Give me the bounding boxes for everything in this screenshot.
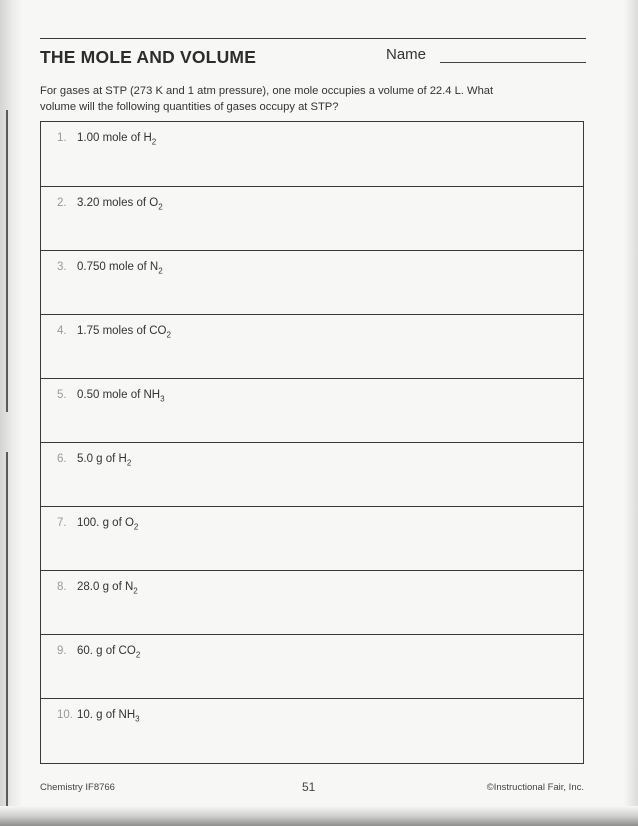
question-quantity: 0.50 mole of NH — [77, 389, 161, 401]
formula-subscript: 2 — [166, 330, 171, 340]
question-number: 5. — [57, 389, 67, 401]
question-text — [57, 132, 156, 146]
question-row[interactable] — [41, 250, 583, 314]
question-number: 4. — [57, 325, 67, 337]
question-text — [57, 453, 131, 467]
question-row[interactable] — [41, 698, 583, 763]
question-quantity: 60. g of CO — [77, 645, 136, 657]
question-number: 2. — [57, 197, 67, 209]
formula-subscript: 2 — [133, 586, 138, 596]
question-row[interactable] — [41, 506, 583, 570]
question-text — [57, 261, 163, 275]
question-number: 7. — [57, 517, 67, 529]
header-rule — [40, 38, 586, 39]
question-row[interactable] — [41, 122, 583, 186]
question-quantity: 10. g of NH — [77, 709, 136, 721]
question-number: 9. — [57, 645, 67, 657]
binding-mark — [6, 110, 8, 412]
question-row[interactable] — [41, 570, 583, 634]
binding-mark — [6, 452, 8, 812]
question-text — [57, 709, 140, 723]
page-number: 51 — [302, 780, 316, 794]
formula-subscript: 2 — [135, 650, 141, 660]
question-table — [40, 121, 584, 764]
instructions — [40, 84, 588, 115]
question-row[interactable] — [41, 442, 583, 506]
question-text — [57, 581, 138, 595]
question-quantity: 1.00 mole of H — [77, 132, 152, 144]
page-binding-shadow — [0, 0, 22, 826]
question-number: 8. — [57, 581, 67, 593]
question-quantity: 5.0 g of H — [77, 453, 127, 465]
footer-book-id: Chemistry IF8766 — [40, 782, 115, 793]
question-text — [57, 389, 165, 403]
question-quantity: 3.20 moles of O — [77, 197, 159, 209]
question-row[interactable] — [41, 378, 583, 442]
worksheet-title: THE MOLE AND VOLUME — [40, 47, 257, 67]
question-text — [57, 517, 138, 531]
question-row[interactable] — [41, 314, 583, 378]
question-quantity: 100. g of O — [77, 517, 134, 529]
question-quantity: 1.75 moles of CO — [77, 325, 167, 337]
question-number: 1. — [57, 132, 67, 144]
question-text — [57, 325, 171, 339]
instructions-line: For gases at STP (273 K and 1 atm pressure), one mole occupies a volume of 22.4 L. What — [40, 85, 494, 97]
question-number: 10. — [57, 709, 73, 721]
question-row[interactable] — [41, 186, 583, 250]
question-quantity: 0.750 mole of N — [77, 261, 159, 273]
question-text — [57, 645, 140, 659]
formula-subscript: 3 — [135, 714, 140, 724]
question-number: 6. — [57, 453, 67, 465]
page-bottom-shadow — [0, 806, 638, 826]
formula-subscript: 3 — [160, 394, 165, 404]
question-number: 3. — [57, 261, 67, 273]
formula-subscript: 2 — [158, 266, 163, 276]
instructions-line: volume will the following quantities of gases occupy at STP? — [40, 100, 339, 113]
page-edge-shadow — [624, 0, 638, 826]
question-row[interactable] — [41, 634, 583, 698]
formula-subscript: 2 — [126, 458, 132, 468]
formula-subscript: 2 — [151, 137, 157, 147]
question-text — [57, 197, 163, 211]
question-quantity: 28.0 g of N — [77, 581, 134, 593]
footer-copyright: ©Instructional Fair, Inc. — [486, 782, 584, 793]
formula-subscript: 2 — [158, 202, 163, 212]
formula-subscript: 2 — [133, 522, 139, 532]
name-field-line[interactable] — [440, 62, 586, 63]
name-label: Name — [386, 46, 427, 63]
